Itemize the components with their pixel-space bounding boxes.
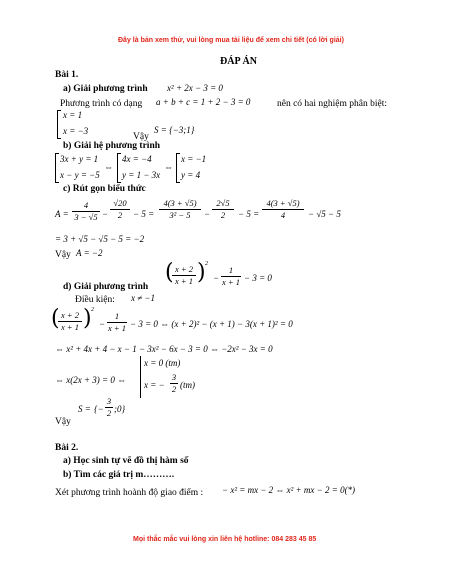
d-root2-fraction — [170, 373, 178, 393]
bai1c-label: c) Rút gọn biểu thức — [63, 184, 146, 194]
bai1a-conclude-math: S = {−3;1} — [154, 125, 195, 135]
d-fraction-second — [221, 266, 241, 286]
system3-brace — [176, 153, 180, 183]
bai2-line-math: − x² = mx − 2 ⇔ x² + mx − 2 = 0(*) — [222, 485, 356, 495]
bai1d-label: d) Giải phương trình — [63, 282, 149, 292]
roots-bracket — [57, 110, 61, 139]
sys3-row1: x = −1 — [181, 154, 207, 164]
S-set-left: {− — [94, 404, 104, 414]
roots-bracket-d — [140, 356, 141, 398]
d-frac-denominator: x + 1 — [174, 275, 193, 286]
bai2-line-prefix: Xét phương trình hoành độ giao điểm : — [55, 488, 204, 498]
bai1a-root1: x = 1 — [63, 110, 83, 120]
d-frac2-denominator: x + 1 — [221, 276, 240, 287]
minus-sign-4: − — [99, 319, 106, 329]
fraction-sqrt20-over-2 — [110, 199, 130, 219]
paren-right: ) — [197, 260, 206, 285]
frac4-denominator: 2 — [220, 209, 226, 220]
d-root2-prefix: x = − — [144, 380, 165, 390]
bai1d-conclude-word: Vậy — [55, 417, 71, 427]
d-line1-fraction — [58, 311, 82, 331]
paren-left: ( — [165, 260, 174, 285]
fraction-4-over-3-minus-sqrt5 — [72, 201, 100, 221]
S-fraction — [105, 397, 113, 417]
bai1a-label: a) Giải phương trình — [63, 84, 148, 94]
frac4-numerator: 2√5 — [212, 199, 234, 210]
bai1a-line1-prefix: Phương trình có dạng — [60, 99, 143, 109]
S-numerator: 3 — [106, 396, 112, 406]
condition-label: Điều kiện: — [75, 295, 115, 305]
minus-sign-3: − — [213, 273, 220, 283]
equiv-arrow-2: ⇔ — [164, 162, 173, 172]
fraction-rationalized — [159, 199, 201, 219]
d-line2: ⇔ x² + 4x + 4 − x − 1 − 3x² − 6x − 3 = 0 ⇔ −2x² − 3x = 0 — [55, 344, 273, 354]
sys2-row1: 4x = −4 — [122, 154, 152, 164]
bai2-heading: Bài 2. — [55, 443, 79, 453]
sys1-row1: 3x + y = 1 — [60, 154, 99, 164]
frac1-denominator: 3 − √5 — [74, 211, 98, 222]
A-equals: A = — [55, 209, 69, 219]
d-root2-suffix: (tm) — [180, 380, 195, 390]
d-line1-fraction-2 — [107, 312, 127, 332]
bai1b-label: b) Giải hệ phương trình — [63, 141, 161, 151]
minus-five-equals: − 5 = — [133, 209, 155, 219]
minus-sign: − — [102, 209, 109, 219]
top-banner: Đây là bản xem thử, vui lòng mua tài liệu để xem chi tiết (có lời giải) — [118, 37, 344, 44]
equiv-arrow-1: ⇔ — [104, 162, 113, 172]
bai1c-conclude-word: Vậy — [55, 250, 71, 260]
expression-tail: − √5 − 5 — [308, 209, 341, 219]
d-line1-frac2-numerator: 1 — [107, 312, 127, 323]
d-line3-prefix: ⇔ x(2x + 3) = 0 ⇔ — [55, 375, 127, 385]
d-eqn-tail: − 3 = 0 — [244, 273, 272, 283]
frac3-denominator: 3² − 5 — [169, 209, 191, 220]
frac3-numerator: 4(3 + √5) — [159, 199, 201, 210]
bai1-heading: Bài 1. — [55, 70, 79, 80]
S-denominator: 2 — [106, 407, 112, 418]
system1-brace — [55, 153, 59, 183]
bai1a-line1-suffix: nên có hai nghiệm phân biệt: — [277, 99, 388, 109]
d-line1-tail: − 3 = 0 ⇔ (x + 2)² − (x + 1) − 3(x + 1)² = 0 — [130, 319, 293, 329]
page-title: ĐÁP ÁN — [220, 56, 257, 67]
sys1-row2: x − y = −5 — [60, 170, 100, 180]
sys3-row2: y = 4 — [181, 170, 201, 180]
d-root2-denominator: 2 — [171, 383, 177, 394]
frac5-numerator: 4(3 + √5) — [262, 199, 304, 210]
d-frac-numerator: x + 2 — [172, 265, 196, 276]
d-frac2-numerator: 1 — [221, 266, 241, 277]
bai1c-line2: = 3 + √5 − √5 − 5 = −2 — [55, 234, 145, 244]
frac2-numerator: √20 — [110, 199, 130, 210]
frac1-numerator: 4 — [72, 201, 100, 212]
paren-right-2: ) — [83, 306, 92, 331]
d-line1-frac-numerator: x + 2 — [58, 311, 82, 322]
frac5-denominator: 4 — [280, 209, 286, 220]
bai1a-line1-math: a + b + c = 1 + 2 − 3 = 0 — [156, 97, 251, 107]
bai1a-root2: x = −3 — [63, 126, 89, 136]
d-root2-numerator: 3 — [171, 372, 177, 382]
bai2b-label: b) Tìm các giá trị m………. — [63, 470, 175, 480]
system2-brace — [117, 153, 121, 183]
S-set-right: ;0} — [114, 404, 126, 414]
fraction-simplified — [262, 199, 304, 219]
sys2-row2: y = 1 − 3x — [122, 170, 161, 180]
d-line1-frac-denominator: x + 1 — [60, 321, 79, 332]
exponent-2b: 2 — [91, 307, 94, 313]
d-root1: x = 0 (tm) — [144, 358, 181, 368]
S-prefix: S = — [78, 404, 91, 414]
frac2-denominator: 2 — [117, 209, 123, 220]
d-line1-frac2-denominator: x + 1 — [107, 322, 126, 333]
d-fraction-main — [172, 265, 196, 285]
bottom-banner: Mọi thắc mắc vui lòng xin liên hệ hotline: 084 283 45 85 — [133, 536, 317, 543]
bai1a-conclude-word: Vậy — [133, 132, 149, 142]
exponent-2: 2 — [205, 261, 208, 267]
minus-five-equals-2: − 5 = — [238, 209, 260, 219]
bai2a-label: a) Học sinh tự vẽ đồ thị hàm số — [63, 456, 189, 466]
minus-sign-2: − — [204, 209, 211, 219]
paren-left-2: ( — [51, 306, 60, 331]
bai1a-equation: x² + 2x − 3 = 0 — [167, 83, 223, 93]
bai1c-conclude-math: A = −2 — [76, 248, 103, 258]
fraction-2sqrt5-over-2 — [212, 199, 234, 219]
condition-math: x ≠ −1 — [131, 293, 156, 303]
